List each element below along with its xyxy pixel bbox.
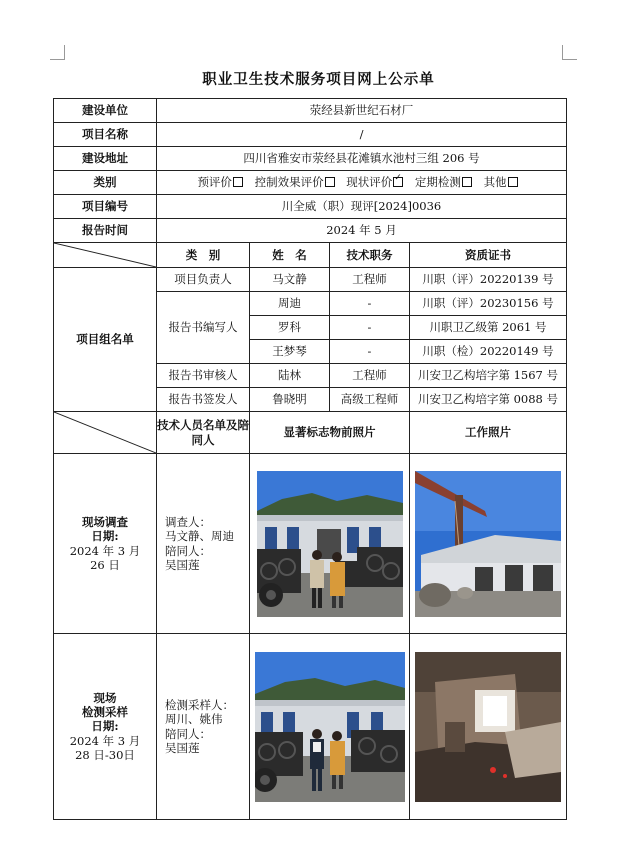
reviewer-cert: 川安卫乙构培字第 1567 号 — [410, 364, 567, 388]
row-code — [54, 195, 567, 219]
header-category: 类 别 — [157, 243, 250, 268]
row-address — [54, 147, 567, 171]
writer-cert: 川职（检）20220149 号 — [410, 340, 567, 364]
sampling-date-label: 日期: — [91, 719, 119, 734]
survey-label: 现场调查 — [82, 514, 128, 529]
address-value: 四川省雅安市荥经县花滩镇水池村三组 206 号 — [157, 147, 567, 171]
survey-date-cell — [54, 454, 157, 634]
survey-escort: 吴国莲 — [165, 557, 200, 572]
row-category — [54, 171, 567, 195]
sampling-label: 现场 — [93, 690, 117, 705]
header-landmark-photo: 显著标志物前照片 — [250, 412, 410, 454]
survey-staff-role: 调查人： — [165, 514, 211, 529]
diagonal-line — [54, 243, 156, 267]
header-title: 技术职务 — [330, 243, 410, 268]
survey-row — [54, 454, 567, 634]
writers-role: 报告书编写人 — [157, 292, 250, 364]
header-cert: 资质证书 — [410, 243, 567, 268]
survey-date: 2024 年 3 月 26 日 — [69, 543, 141, 572]
survey-escort-role: 陪同人： — [165, 543, 211, 558]
survey-work-photo-cell — [410, 454, 567, 634]
team-row-leader — [54, 268, 567, 292]
survey-date-label: 日期: — [91, 529, 119, 544]
reviewer-name: 陆林 — [250, 364, 330, 388]
landmark-photo-image — [257, 471, 403, 617]
issuer-title: 高级工程师 — [330, 388, 410, 412]
team-label: 项目组名单 — [54, 268, 157, 412]
photo-header-row — [54, 412, 567, 454]
category-option-status-eval: 现状评价✓ — [346, 175, 407, 189]
work-photo-image — [415, 652, 561, 802]
survey-landmark-photo-cell — [250, 454, 410, 634]
writer-cert: 川职卫乙级第 2061 号 — [410, 316, 567, 340]
writer-name: 王梦琴 — [250, 340, 330, 364]
sampling-work-photo-cell — [410, 634, 567, 820]
checkbox-checked-icon — [393, 177, 403, 187]
sampling-staff-role: 检测采样人： — [165, 697, 234, 712]
issuer-role: 报告书签发人 — [157, 388, 250, 412]
checkbox-icon — [508, 177, 518, 187]
code-value: 川全威（职）现评[2024]0036 — [157, 195, 567, 219]
writer-name: 罗科 — [250, 316, 330, 340]
category-option-control-eval: 控制效果评价 — [255, 175, 339, 189]
work-photo-image — [415, 471, 561, 617]
header-name: 姓 名 — [250, 243, 330, 268]
sampling-escort-role: 陪同人： — [165, 726, 211, 741]
unit-value: 荥经县新世纪石材厂 — [157, 99, 567, 123]
issuer-cert: 川安卫乙构培字第 0088 号 — [410, 388, 567, 412]
team-header-row — [54, 243, 567, 268]
sampling-staff-cell — [157, 634, 250, 820]
reviewer-title: 工程师 — [330, 364, 410, 388]
writer-cert: 川职（评）20230156 号 — [410, 292, 567, 316]
page-title: 职业卫生技术服务项目网上公示单 — [202, 71, 435, 88]
address-label: 建设地址 — [54, 147, 157, 171]
sampling-escort: 吴国莲 — [165, 740, 200, 755]
diagonal-cell — [54, 243, 157, 268]
checkbox-icon — [462, 177, 472, 187]
category-option-pre-eval: 预评价 — [197, 175, 247, 189]
category-label: 类别 — [54, 171, 157, 195]
sampling-label-2: 检测采样 — [82, 704, 128, 719]
diagonal-line — [54, 412, 156, 453]
leader-name: 马文静 — [250, 268, 330, 292]
category-options — [157, 171, 567, 195]
category-option-other: 其他 — [484, 175, 522, 189]
survey-staff-cell — [157, 454, 250, 634]
sampling-date: 2024 年 3 月 28 日-30日 — [69, 733, 141, 763]
writer-title: - — [330, 340, 410, 364]
report-time-value: 2024 年 5 月 — [157, 219, 567, 243]
leader-role: 项目负责人 — [157, 268, 250, 292]
header-work-photo: 工作照片 — [410, 412, 567, 454]
leader-cert: 川职（评）20220139 号 — [410, 268, 567, 292]
project-name-label: 项目名称 — [54, 123, 157, 147]
reviewer-role: 报告书审核人 — [157, 364, 250, 388]
sampling-staff: 周川、姚伟 — [165, 712, 223, 727]
crop-mark-top-right — [562, 45, 577, 60]
sampling-landmark-photo-cell — [250, 634, 410, 820]
notice-table — [53, 98, 567, 820]
project-name-value: / — [157, 123, 567, 147]
crop-mark-top-left — [50, 45, 65, 60]
checkbox-icon — [325, 177, 335, 187]
category-option-periodic: 定期检测 — [415, 175, 476, 189]
issuer-name: 鲁晓明 — [250, 388, 330, 412]
sampling-row — [54, 634, 567, 820]
row-project-name — [54, 123, 567, 147]
writer-title: - — [330, 292, 410, 316]
diagonal-cell — [54, 412, 157, 454]
sampling-date-cell — [54, 634, 157, 820]
row-report-time — [54, 219, 567, 243]
writer-name: 周迪 — [250, 292, 330, 316]
unit-label: 建设单位 — [54, 99, 157, 123]
landmark-photo-image — [255, 652, 405, 802]
row-unit — [54, 99, 567, 123]
header-staff: 技术人员名单及陪同人 — [157, 412, 250, 454]
checkbox-icon — [233, 177, 243, 187]
code-label: 项目编号 — [54, 195, 157, 219]
writer-title: - — [330, 316, 410, 340]
survey-staff: 马文静、周迪 — [165, 529, 234, 544]
report-time-label: 报告时间 — [54, 219, 157, 243]
leader-title: 工程师 — [330, 268, 410, 292]
